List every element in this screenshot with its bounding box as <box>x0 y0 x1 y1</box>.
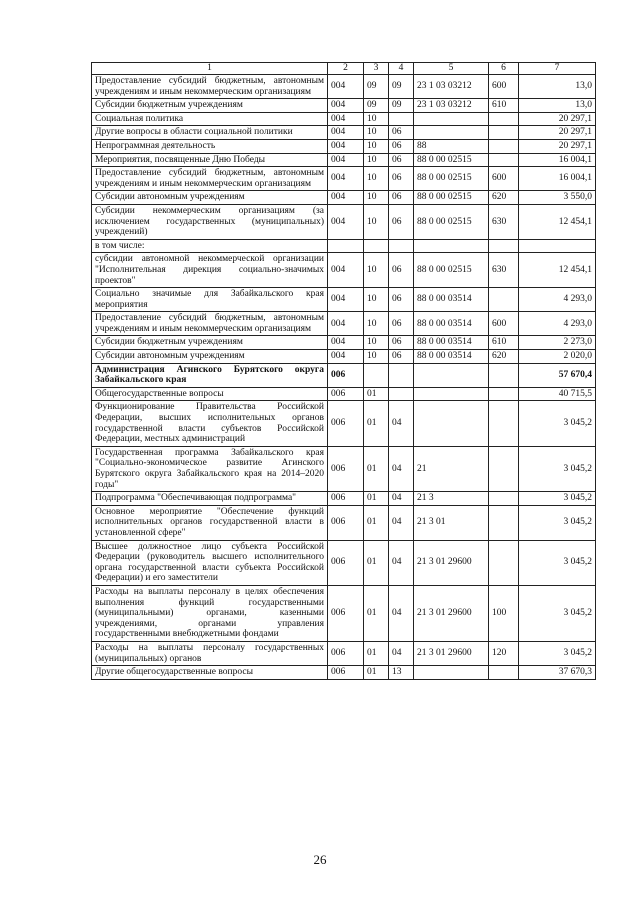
cell-col-5: 21 3 01 <box>414 505 489 540</box>
cell-name: Основное мероприятие "Обеспечение функций исполнительных органов государственной власти в установленной сфере" <box>92 505 328 540</box>
cell-col-5: 88 0 00 02515 <box>414 204 489 239</box>
cell-col-4 <box>389 112 414 126</box>
cell-name: Высшее должностное лицо субъекта Российской Федерации (руководитель высшего исполнительного органа государственной власти субъекта Российской Федерации) и его заместители <box>92 540 328 585</box>
cell-col-7: 16 004,1 <box>519 167 596 191</box>
cell-col-5 <box>414 387 489 401</box>
cell-col-4 <box>389 239 414 253</box>
cell-col-2: 004 <box>328 153 364 167</box>
cell-name: Мероприятия, посвященные Дню Победы <box>92 153 328 167</box>
cell-name: Администрация Агинского Бурятского округа Забайкальского края <box>92 363 328 387</box>
cell-col-3: 09 <box>364 75 389 99</box>
cell-col-7: 13,0 <box>519 99 596 113</box>
cell-col-2: 004 <box>328 99 364 113</box>
cell-col-5: 21 3 01 29600 <box>414 585 489 641</box>
cell-col-2: 004 <box>328 112 364 126</box>
cell-col-2: 004 <box>328 312 364 336</box>
cell-col-6 <box>489 288 519 312</box>
cell-col-6: 600 <box>489 167 519 191</box>
cell-col-5 <box>414 239 489 253</box>
cell-name: Предоставление субсидий бюджетным, автономным учреждениям и иным некоммерческим организациям <box>92 312 328 336</box>
cell-name: Субсидии автономным учреждениям <box>92 191 328 205</box>
cell-col-5: 88 0 00 02515 <box>414 153 489 167</box>
cell-col-4: 06 <box>389 153 414 167</box>
table-row <box>92 336 596 350</box>
cell-col-5: 88 0 00 02515 <box>414 253 489 288</box>
table-row <box>92 446 596 491</box>
cell-col-5: 23 1 03 03212 <box>414 75 489 99</box>
cell-col-6 <box>489 153 519 167</box>
cell-col-6 <box>489 239 519 253</box>
cell-col-7: 2 273,0 <box>519 336 596 350</box>
cell-col-2: 006 <box>328 387 364 401</box>
cell-col-4: 06 <box>389 126 414 140</box>
cell-col-5: 21 3 <box>414 492 489 506</box>
cell-col-5 <box>414 126 489 140</box>
table-row <box>92 75 596 99</box>
table-row <box>92 505 596 540</box>
cell-col-2: 006 <box>328 585 364 641</box>
cell-col-7: 16 004,1 <box>519 153 596 167</box>
cell-col-7: 12 454,1 <box>519 253 596 288</box>
cell-col-2: 006 <box>328 401 364 446</box>
cell-col-7: 4 293,0 <box>519 288 596 312</box>
cell-name: субсидии автономной некоммерческой организации "Исполнительная дирекция социально-значимых проектов" <box>92 253 328 288</box>
cell-col-3: 09 <box>364 99 389 113</box>
cell-col-2: 004 <box>328 75 364 99</box>
cell-col-4: 06 <box>389 288 414 312</box>
cell-col-3 <box>364 239 389 253</box>
cell-col-4: 04 <box>389 585 414 641</box>
cell-col-4: 06 <box>389 253 414 288</box>
cell-col-6: 610 <box>489 336 519 350</box>
cell-col-2: 004 <box>328 167 364 191</box>
table-row <box>92 540 596 585</box>
cell-col-4: 06 <box>389 167 414 191</box>
cell-col-2: 004 <box>328 350 364 364</box>
cell-col-4: 06 <box>389 139 414 153</box>
table-row <box>92 153 596 167</box>
cell-col-3: 10 <box>364 153 389 167</box>
cell-name: Другие общегосударственные вопросы <box>92 666 328 680</box>
cell-col-3: 01 <box>364 666 389 680</box>
cell-col-2: 004 <box>328 336 364 350</box>
cell-name: Предоставление субсидий бюджетным, автономным учреждениям и иным некоммерческим организациям <box>92 75 328 99</box>
cell-col-5: 88 0 00 02515 <box>414 167 489 191</box>
cell-name: Подпрограмма "Обеспечивающая подпрограмма" <box>92 492 328 506</box>
table-row <box>92 387 596 401</box>
column-header-6: 6 <box>489 63 519 75</box>
cell-col-6: 600 <box>489 312 519 336</box>
cell-col-6: 620 <box>489 350 519 364</box>
cell-col-6: 120 <box>489 641 519 665</box>
cell-col-6 <box>489 139 519 153</box>
cell-col-3: 01 <box>364 401 389 446</box>
cell-col-5: 88 0 00 03514 <box>414 350 489 364</box>
cell-col-6 <box>489 112 519 126</box>
cell-col-6 <box>489 492 519 506</box>
cell-col-3: 10 <box>364 350 389 364</box>
table-row <box>92 401 596 446</box>
cell-col-3: 10 <box>364 139 389 153</box>
table-row <box>92 239 596 253</box>
cell-col-3: 01 <box>364 641 389 665</box>
table-row <box>92 312 596 336</box>
cell-col-7: 20 297,1 <box>519 139 596 153</box>
cell-name: Функционирование Правительства Российской Федерации, высших исполнительных органов государственной власти субъектов Российской Федерации, местных администраций <box>92 401 328 446</box>
cell-col-6: 630 <box>489 253 519 288</box>
column-header-5: 5 <box>414 63 489 75</box>
cell-col-4: 06 <box>389 204 414 239</box>
cell-name: Субсидии бюджетным учреждениям <box>92 336 328 350</box>
cell-col-7: 37 670,3 <box>519 666 596 680</box>
cell-col-2: 006 <box>328 446 364 491</box>
cell-name: Расходы на выплаты персоналу государственных (муниципальных) органов <box>92 641 328 665</box>
cell-col-5: 21 3 01 29600 <box>414 641 489 665</box>
cell-col-3: 01 <box>364 387 389 401</box>
cell-col-2: 006 <box>328 540 364 585</box>
document-page <box>91 62 595 680</box>
cell-col-5: 23 1 03 03212 <box>414 99 489 113</box>
cell-name: Предоставление субсидий бюджетным, автономным учреждениям и иным некоммерческим организациям <box>92 167 328 191</box>
cell-col-4: 04 <box>389 641 414 665</box>
cell-col-5: 21 <box>414 446 489 491</box>
cell-col-2: 006 <box>328 492 364 506</box>
page-number: 26 <box>313 852 327 867</box>
cell-name: Общегосударственные вопросы <box>92 387 328 401</box>
cell-col-4: 13 <box>389 666 414 680</box>
cell-col-4: 06 <box>389 350 414 364</box>
cell-col-4: 04 <box>389 505 414 540</box>
cell-col-6 <box>489 446 519 491</box>
cell-col-3: 01 <box>364 446 389 491</box>
cell-col-6 <box>489 666 519 680</box>
table-row <box>92 167 596 191</box>
column-header-2: 2 <box>328 63 364 75</box>
cell-col-2: 006 <box>328 666 364 680</box>
column-header-4: 4 <box>389 63 414 75</box>
cell-name: Социально значимые для Забайкальского края мероприятия <box>92 288 328 312</box>
cell-name: Расходы на выплаты персоналу в целях обеспечения выполнения функций государственными (муниципальными) органами, казенными учреждениями, органами управления государственными внебюджетными фондами <box>92 585 328 641</box>
cell-name: Субсидии автономным учреждениям <box>92 350 328 364</box>
cell-col-5: 88 0 00 03514 <box>414 336 489 350</box>
cell-col-7: 12 454,1 <box>519 204 596 239</box>
cell-col-3: 10 <box>364 336 389 350</box>
cell-col-4: 04 <box>389 446 414 491</box>
cell-col-2: 004 <box>328 204 364 239</box>
cell-col-7: 3 045,2 <box>519 505 596 540</box>
cell-col-2: 004 <box>328 126 364 140</box>
cell-col-7: 40 715,5 <box>519 387 596 401</box>
table-row <box>92 641 596 665</box>
cell-col-7: 2 020,0 <box>519 350 596 364</box>
cell-col-3: 10 <box>364 167 389 191</box>
cell-col-3: 01 <box>364 505 389 540</box>
cell-col-6 <box>489 540 519 585</box>
cell-col-5: 88 0 00 03514 <box>414 312 489 336</box>
cell-col-7: 3 045,2 <box>519 446 596 491</box>
table-row <box>92 126 596 140</box>
cell-col-7: 3 550,0 <box>519 191 596 205</box>
table-header-row <box>92 63 596 75</box>
cell-col-7 <box>519 239 596 253</box>
cell-name: в том числе: <box>92 239 328 253</box>
cell-col-5: 88 0 00 02515 <box>414 191 489 205</box>
cell-col-6 <box>489 387 519 401</box>
cell-col-4: 06 <box>389 191 414 205</box>
cell-col-6 <box>489 126 519 140</box>
cell-col-3: 10 <box>364 312 389 336</box>
cell-name: Социальная политика <box>92 112 328 126</box>
cell-name: Государственная программа Забайкальского края "Социально-экономическое развитие Агинского Бурятского округа Забайкальского края на 2014–2020 годы" <box>92 446 328 491</box>
cell-col-3: 01 <box>364 540 389 585</box>
cell-col-7: 20 297,1 <box>519 126 596 140</box>
cell-col-4: 04 <box>389 540 414 585</box>
cell-col-5 <box>414 363 489 387</box>
table-row <box>92 99 596 113</box>
cell-col-3: 10 <box>364 253 389 288</box>
cell-col-6: 630 <box>489 204 519 239</box>
cell-col-7: 13,0 <box>519 75 596 99</box>
budget-table <box>91 62 596 680</box>
cell-col-6 <box>489 401 519 446</box>
cell-col-6: 610 <box>489 99 519 113</box>
cell-col-7: 4 293,0 <box>519 312 596 336</box>
cell-col-6 <box>489 505 519 540</box>
cell-col-3: 10 <box>364 288 389 312</box>
table-row <box>92 139 596 153</box>
cell-col-5 <box>414 112 489 126</box>
cell-col-7: 3 045,2 <box>519 492 596 506</box>
cell-col-6: 100 <box>489 585 519 641</box>
cell-col-4: 09 <box>389 75 414 99</box>
cell-col-3 <box>364 363 389 387</box>
cell-col-3: 10 <box>364 112 389 126</box>
cell-col-2: 004 <box>328 139 364 153</box>
cell-col-3: 01 <box>364 492 389 506</box>
table-row <box>92 585 596 641</box>
cell-col-5 <box>414 666 489 680</box>
table-row <box>92 288 596 312</box>
cell-col-7: 3 045,2 <box>519 585 596 641</box>
cell-col-2: 004 <box>328 191 364 205</box>
cell-name: Субсидии бюджетным учреждениям <box>92 99 328 113</box>
cell-col-6: 600 <box>489 75 519 99</box>
cell-col-4 <box>389 387 414 401</box>
cell-col-2: 006 <box>328 641 364 665</box>
table-row <box>92 363 596 387</box>
cell-col-4: 04 <box>389 492 414 506</box>
table-row <box>92 492 596 506</box>
cell-name: Другие вопросы в области социальной политики <box>92 126 328 140</box>
cell-col-5: 88 <box>414 139 489 153</box>
column-header-3: 3 <box>364 63 389 75</box>
cell-col-7: 3 045,2 <box>519 540 596 585</box>
column-header-1: 1 <box>92 63 328 75</box>
cell-col-5: 88 0 00 03514 <box>414 288 489 312</box>
cell-name: Непрограммная деятельность <box>92 139 328 153</box>
cell-col-5: 21 3 01 29600 <box>414 540 489 585</box>
cell-col-3: 10 <box>364 204 389 239</box>
column-header-7: 7 <box>519 63 596 75</box>
cell-col-2: 004 <box>328 288 364 312</box>
cell-col-6 <box>489 363 519 387</box>
cell-col-3: 01 <box>364 585 389 641</box>
cell-col-2: 006 <box>328 363 364 387</box>
cell-col-7: 3 045,2 <box>519 641 596 665</box>
cell-col-7: 20 297,1 <box>519 112 596 126</box>
cell-col-2 <box>328 239 364 253</box>
table-body <box>92 75 596 680</box>
table-row <box>92 666 596 680</box>
cell-col-7: 57 670,4 <box>519 363 596 387</box>
cell-col-5 <box>414 401 489 446</box>
cell-col-3: 10 <box>364 191 389 205</box>
table-row <box>92 253 596 288</box>
cell-col-2: 006 <box>328 505 364 540</box>
table-row <box>92 112 596 126</box>
table-row <box>92 350 596 364</box>
cell-col-3: 10 <box>364 126 389 140</box>
cell-col-4: 04 <box>389 401 414 446</box>
cell-col-4: 06 <box>389 336 414 350</box>
cell-col-7: 3 045,2 <box>519 401 596 446</box>
table-row <box>92 204 596 239</box>
cell-col-4: 09 <box>389 99 414 113</box>
cell-col-4: 06 <box>389 312 414 336</box>
table-row <box>92 191 596 205</box>
cell-col-6: 620 <box>489 191 519 205</box>
cell-name: Субсидии некоммерческим организациям (за исключением государственных (муниципальных) учреждений) <box>92 204 328 239</box>
cell-col-2: 004 <box>328 253 364 288</box>
cell-col-4 <box>389 363 414 387</box>
